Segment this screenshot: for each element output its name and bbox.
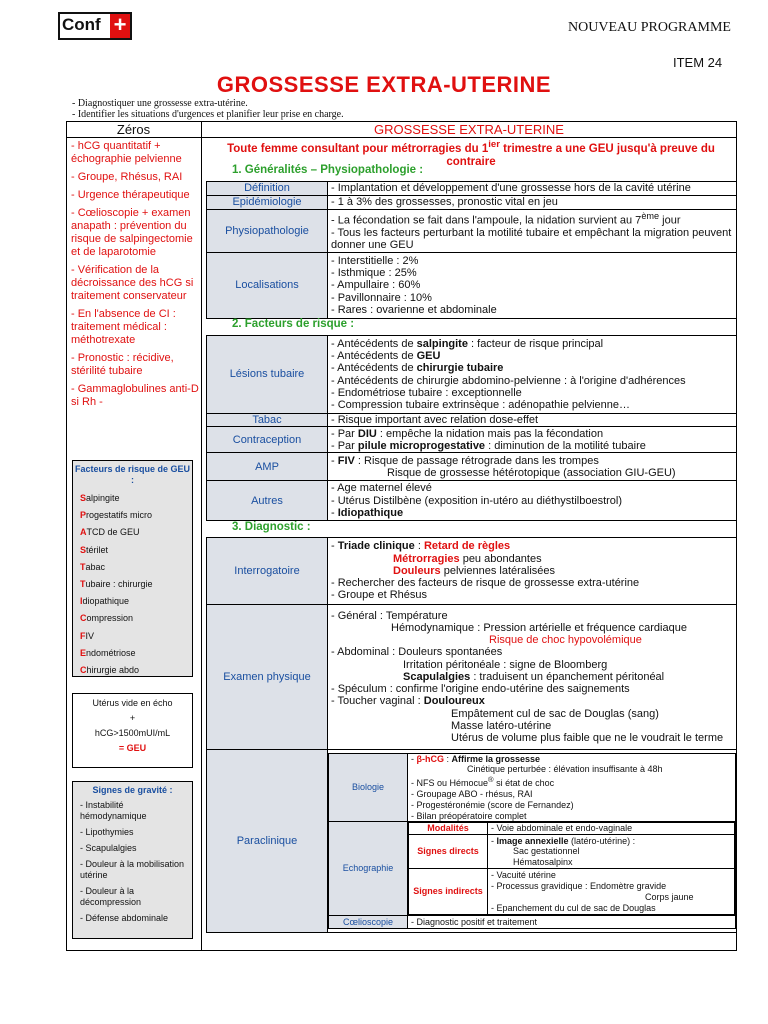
section-1-heading: 1. Généralités – Physiopathologie : [232, 164, 424, 176]
label-signes-directs: Signes directs [409, 835, 488, 869]
gravity-item: - Défense abdominale [80, 913, 169, 923]
epidemio-text: - 1 à 3% des grossesses, pronostic vital en jeu [328, 196, 737, 210]
item-number: ITEM 24 [673, 55, 723, 70]
paraclinique-content [328, 750, 737, 933]
label-amp: AMP [207, 453, 328, 481]
risk-factors-box [72, 460, 193, 677]
contraception-text: - Par DIU : empêche la nidation mais pas la fécondation - Par pilule microprogestative : diminution de la motilité tubaire [328, 427, 737, 453]
label-contraception: Contraception [207, 427, 328, 453]
autres-text: - Age maternel élevé - Utérus Distilbène (exposition in-utéro au diéthystilboestrol) - Idiopathique [328, 481, 737, 521]
gravity-signs-box [72, 781, 193, 939]
label-signes-indirects: Signes indirects [409, 869, 488, 915]
tabac-text: - Risque important avec relation dose-effet [328, 414, 737, 427]
risk-item: Tubaire : chirurgie [80, 578, 153, 589]
zeros-item: - Vérification de la décroissance des hCG si traitement conservateur [71, 264, 194, 302]
zeros-item: - Pronostic : récidive, stérilité tubaire [71, 352, 174, 377]
table-generalites [206, 181, 737, 319]
label-modalites: Modalités [409, 823, 488, 835]
risk-item: Idiopathique [80, 596, 130, 607]
risk-item: Stérilet [80, 544, 109, 555]
table-facteurs [206, 335, 737, 521]
gravity-item: - Lipothymies [80, 827, 134, 837]
label-paraclinique: Paraclinique [207, 750, 328, 933]
objective-2: - Identifier les situations d'urgences et planifier leur prise en charge. [72, 109, 344, 120]
risk-item: FIV [80, 630, 95, 641]
gravity-item: - Douleur à la décompression [80, 886, 142, 907]
gravity-box-title: Signes de gravité : [92, 785, 173, 795]
conf-logo [58, 12, 132, 40]
objective-1: - Diagnostiquer une grossesse extra-utérine. [72, 98, 248, 109]
uterus-line-1: Utérus vide en écho [92, 698, 173, 708]
risk-item: Progestatifs micro [80, 510, 153, 521]
risk-item: Endométriose [80, 647, 136, 658]
zeros-item: - Gammaglobulines anti-D si Rh - [71, 383, 199, 408]
coelioscopie-text: - Diagnostic positif et traitement [408, 916, 736, 929]
table-diagnostic [206, 537, 737, 933]
signes-directs-text: - Image annexielle (latéro-utérine) : Sac gestationnel Hématosalpinx [488, 835, 735, 869]
gravity-item: - Douleur à la mobilisation utérine [80, 859, 185, 880]
gravity-item: - Scapulalgies [80, 843, 137, 853]
page-title: GROSSESSE EXTRA-UTERINE [216, 72, 552, 97]
section-3-heading: 3. Diagnostic : [232, 521, 311, 533]
uterus-empty-box [72, 693, 193, 768]
risk-item: Compression [80, 613, 134, 624]
label-localisations: Localisations [207, 253, 328, 319]
zeros-heading: Zéros [116, 122, 151, 137]
uterus-line-2: + [129, 713, 136, 723]
risk-item: Chirurgie abdo [80, 664, 140, 675]
label-lesions: Lésions tubaire [207, 336, 328, 414]
label-biologie: Biologie [329, 753, 408, 822]
echographie-subtable [408, 822, 735, 915]
gravity-item: - Instabilité hémodynamique [80, 800, 147, 821]
biologie-text: - β-hCG : Affirme la grossesse Cinétique perturbée : élévation insuffisante à 48h - NFS ou Hémocue® si état de choc - Groupage ABO - rhésus, RAI - Progestéronémie (score de Fernandez) - Bilan préopératoire complet [408, 753, 736, 822]
label-tabac: Tabac [207, 414, 328, 427]
intro-statement: Toute femme consultant pour métrorragies du $1^{ier}$ trimestre a une GEU jusqu'à preuve du contraire [227, 139, 715, 168]
label-examen-physique: Examen physique [207, 605, 328, 750]
section-2-heading: 2. Facteurs de risque : [232, 318, 355, 330]
risk-box-title: Facteurs de risque de GEU : [74, 464, 191, 485]
logo-text: Conf [62, 15, 101, 34]
column-divider [201, 121, 202, 950]
signes-indirects-text: - Vacuité utérine - Processus gravidique : Endomètre gravide Corps jaune - Epanchement du cul de sac de Douglas [488, 869, 735, 915]
amp-text: - FIV : Risque de passage rétrograde dans les trompes Risque de grossesse hétérotopique (association GIU-GEU) [328, 453, 737, 481]
lesions-text: - Antécédents de salpingite : facteur de risque principal - Antécédents de GEU - Antécédents de chirurgie tubaire - Antécédents de chirurgie abdomino-pelvienne : à l'origine d'adhérences - Endométriose tubaire : exceptionnelle - Compression tubaire extrinsèque : adénopathie pelvienne… [328, 336, 737, 414]
paraclinique-subtable [328, 753, 736, 930]
zeros-item: - Groupe, Rhésus, RAI [71, 171, 183, 183]
definition-text: - Implantation et développement d'une grossesse hors de la cavité utérine [328, 182, 737, 196]
label-physiopathologie: Physiopathologie [207, 210, 328, 253]
logo-plus-icon: + [110, 14, 130, 38]
main-heading: GROSSESSE EXTRA-UTERINE [374, 122, 564, 137]
interrogatoire-text: - Triade clinique : Retard de règles Métrorragies peu abondantes Douleurs pelviennes latéralisées - Rechercher des facteurs de risque de grossesse extra-utérine - Groupe et Rhésus [328, 538, 737, 605]
label-autres: Autres [207, 481, 328, 521]
risk-item: Tabac [80, 561, 106, 572]
uterus-line-3: hCG>1500mUI/mL [94, 728, 171, 738]
label-echographie: Echographie [329, 822, 408, 916]
risk-item: Salpingite [80, 493, 120, 503]
examen-text: - Général : Température Hémodynamique : Pression artérielle et fréquence cardiaque Risque de choc hypovolémique - Abdominal : Douleurs spontanées Irritation péritonéale : signe de Bloomberg Scapulalgies : traduisent un épanchement péritonéal - Spéculum : confirme l'origine endo-utérine des saignements - Toucher vaginal : Douloureux Empâtement cul de sac de Douglas (sang) Masse latéro-utérine Utérus de volume plus faible que ne le voudrait le terme [328, 605, 737, 750]
label-epidemiologie: Epidémiologie [207, 196, 328, 210]
label-interrogatoire: Interrogatoire [207, 538, 328, 605]
physio-text: - La fécondation se fait dans l'ampoule, la nidation survient au 7ème jour - Tous les facteurs perturbant la motilité tubaire et empêchant la migration peuvent donner une GEU [328, 210, 737, 253]
risk-item: ATCD de GEU [80, 527, 140, 538]
objectives [72, 98, 344, 120]
label-definition: Définition [207, 182, 328, 196]
localisations-list: - Interstitielle : 2% - Isthmique : 25% - Ampullaire : 60% - Pavillonnaire : 10% - Rares : ovarienne et abdominale [328, 253, 737, 319]
uterus-line-4: = GEU [118, 743, 147, 753]
zeros-item: - En l'absence de CI : traitement médical : méthotrexate [71, 308, 176, 346]
zeros-item: - Cœlioscopie + examen anapath : prévention du risque de salpingectomie et de laparotomie [71, 207, 193, 258]
zeros-list [71, 140, 199, 414]
program-label: NOUVEAU PROGRAMME [568, 20, 731, 35]
zeros-item: - Urgence thérapeutique [71, 189, 190, 201]
modalites-text: - Voie abdominale et endo-vaginale [488, 823, 735, 835]
zeros-item: - hCG quantitatif + échographie pelvienne [71, 140, 182, 165]
label-coelioscopie: Cœlioscopie [329, 916, 408, 929]
